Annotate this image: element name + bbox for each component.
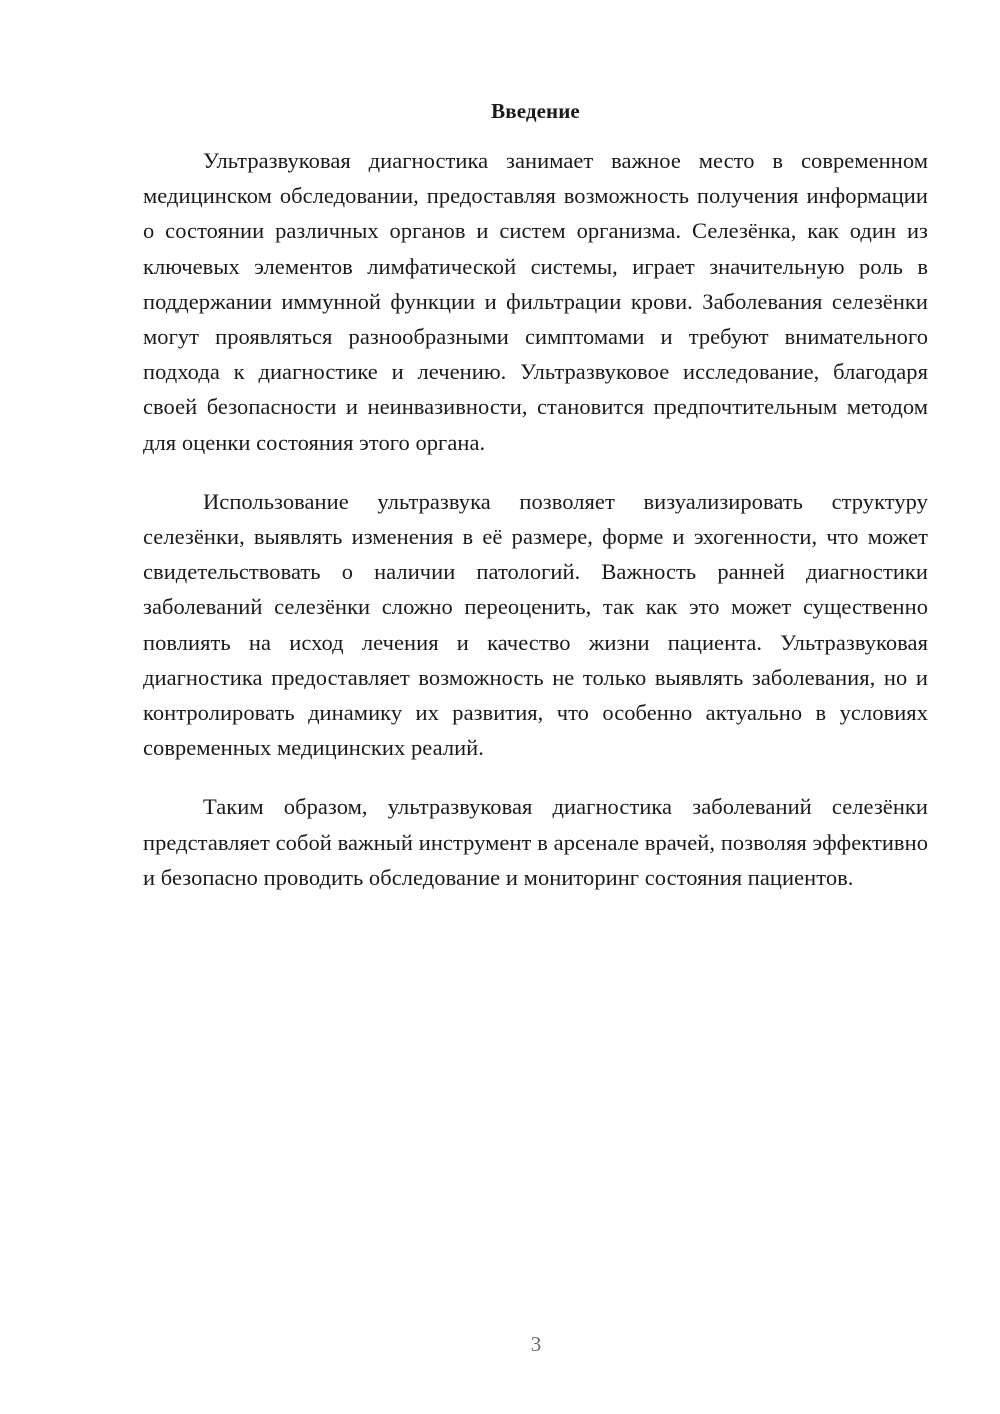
page-number: 3 bbox=[530, 1332, 542, 1356]
paragraph-1: Ультразвуковая диагностика занимает важное место в современном медицинском обследовании, предоставляя возможность получения информации о состоянии различных органов и систем организма. Селезёнка, как один из ключевых элементов лимфатической системы, играет значительную роль в поддержании иммунной функции и фильтрации крови. Заболевания селезёнки могут проявляться разнообразными симптомами и требуют внимательного подхода к диагностике и лечению. Ультразвуковое исследование, благодаря своей безопасности и неинвазивности, становится предпочтительным методом для оценки состояния этого органа. bbox=[143, 148, 928, 455]
paragraph-3: Таким образом, ультразвуковая диагностика заболеваний селезёнки представляет собой важный инструмент в арсенале врачей, позволяя эффективно и безопасно проводить обследование и мониторинг состояния пациентов. bbox=[143, 794, 928, 890]
section-title: Введение bbox=[491, 99, 580, 123]
paragraph-2: Использование ультразвука позволяет визуализировать структуру селезёнки, выявлять изменения в её размере, форме и эхогенности, что может свидетельствовать о наличии патологий. Важность ранней диагностики заболеваний селезёнки сложно переоценить, так как это может существенно повлиять на исход лечения и качество жизни пациента. Ультразвуковая диагностика предоставляет возможность не только выявлять заболевания, но и контролировать динамику их развития, что особенно актуально в условиях современных медицинских реалий. bbox=[143, 488, 928, 761]
document-page bbox=[143, 95, 928, 919]
